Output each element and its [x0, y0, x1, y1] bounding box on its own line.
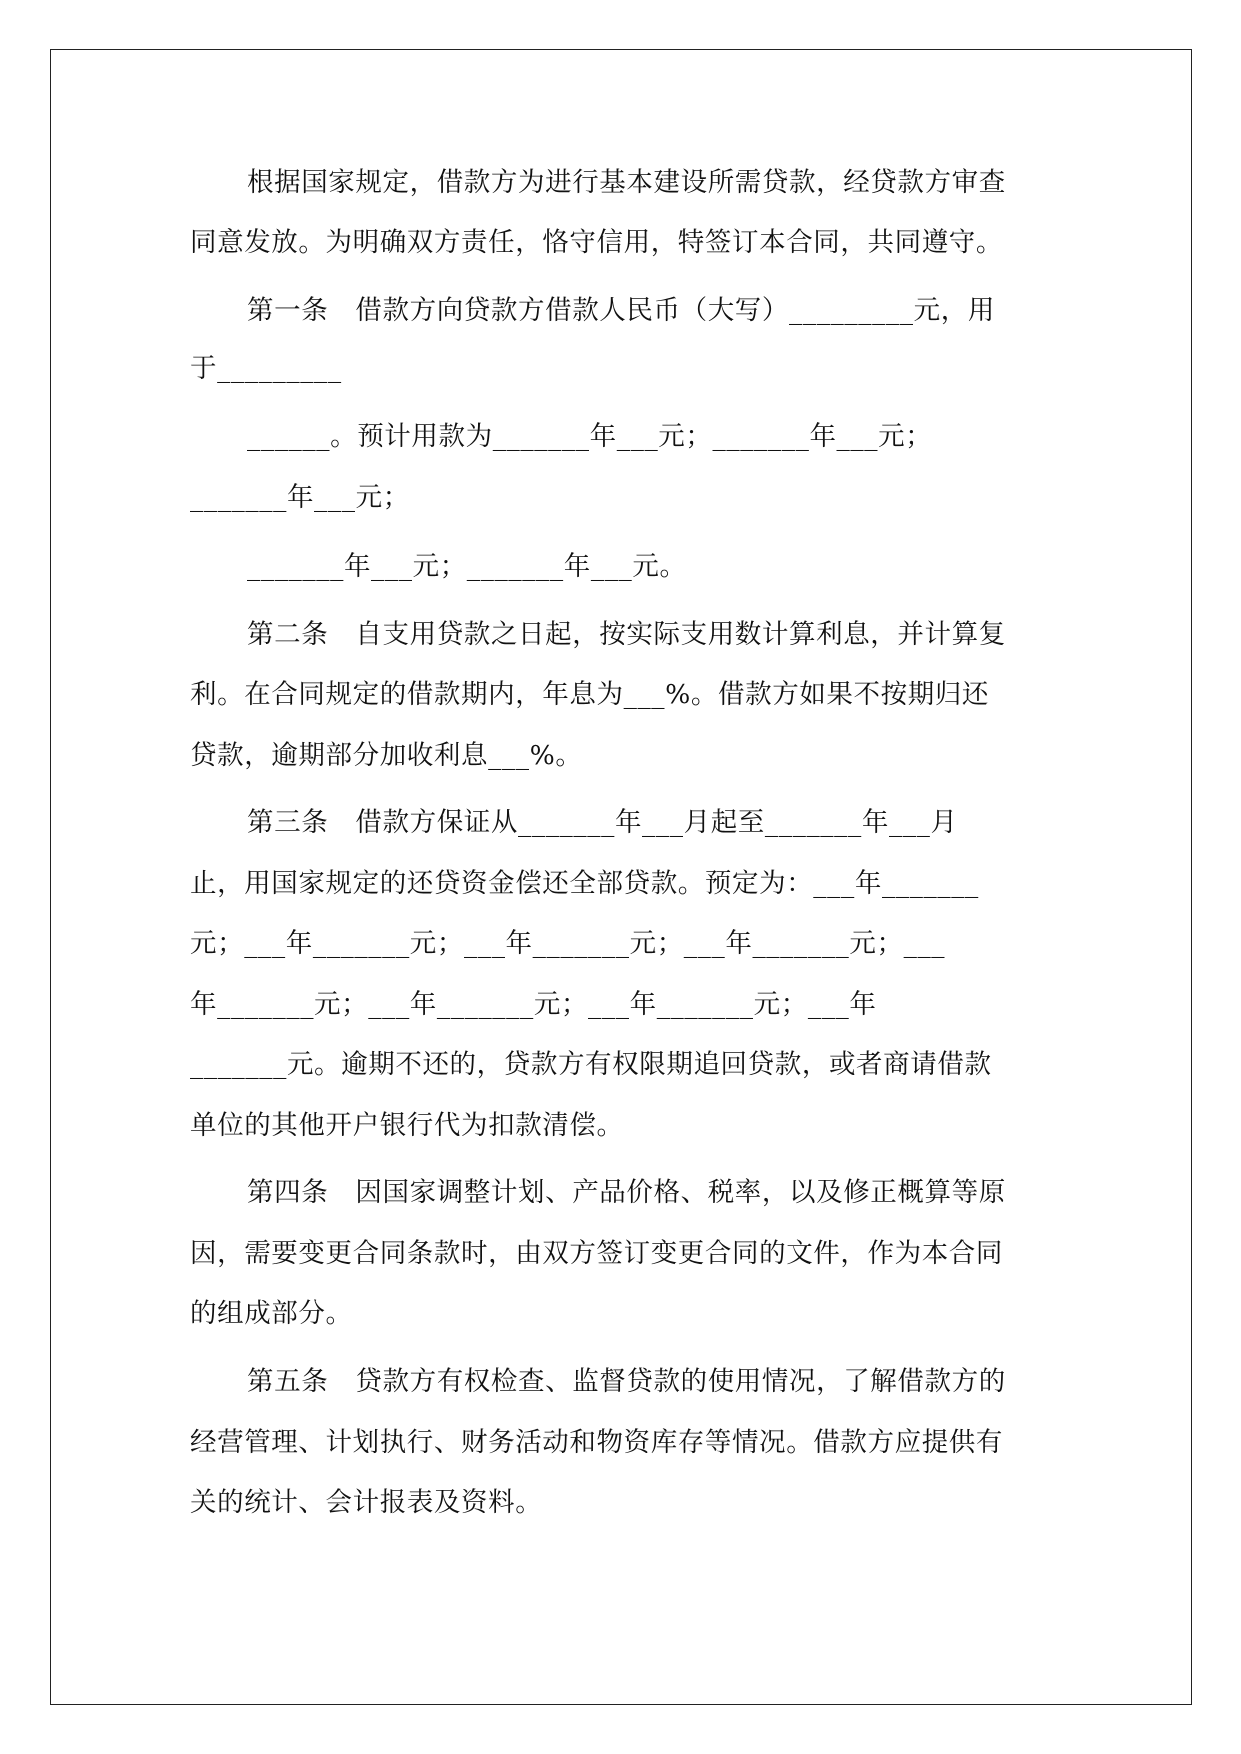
article-4-line-2: 因，需要变更合同条款时，由双方签订变更合同的文件，作为本合同: [190, 1238, 1003, 1269]
article-5-line-2: 经营管理、计划执行、财务活动和物资库存等情况。借款方应提供有: [190, 1427, 1003, 1458]
article-3-line-6: 单位的其他开户银行代为扣款清偿。: [190, 1110, 624, 1141]
article-5-line-1: 第五条 贷款方有权检查、监督贷款的使用情况，了解借款方的: [247, 1366, 1006, 1397]
article-3-line-5: _______元。逾期不还的，贷款方有权限期追回贷款，或者商请借款: [190, 1049, 992, 1080]
preamble-line-1: 根据国家规定，借款方为进行基本建设所需贷款，经贷款方审查: [247, 167, 1006, 198]
article-3-line-2: 止，用国家规定的还贷资金偿还全部贷款。预定为：___年_______: [190, 868, 979, 899]
article-3-line-4: 年_______元；___年_______元；___年_______元；___年: [190, 989, 877, 1020]
article-1-line-2: 于_________: [190, 353, 342, 384]
preamble-line-2: 同意发放。为明确双方责任，恪守信用，特签订本合同，共同遵守。: [190, 227, 1003, 258]
article-1-line-3: ______。预计用款为_______年___元；_______年___元；: [247, 421, 933, 452]
article-1-line-4: _______年___元；: [190, 482, 410, 513]
article-4-line-3: 的组成部分。: [190, 1298, 353, 1329]
article-1-line-5: _______年___元；_______年___元。: [247, 551, 687, 582]
article-4-line-1: 第四条 因国家调整计划、产品价格、税率，以及修正概算等原: [247, 1177, 1006, 1208]
article-2-line-3: 贷款，逾期部分加收利息___%。: [190, 740, 583, 771]
article-3-line-1: 第三条 借款方保证从_______年___月起至_______年___月: [247, 807, 958, 838]
article-3-line-3: 元；___年_______元；___年_______元；___年_______元；___: [190, 928, 946, 959]
article-2-line-1: 第二条 自支用贷款之日起，按实际支用数计算利息，并计算复: [247, 619, 1006, 650]
article-1-line-1: 第一条 借款方向贷款方借款人民币（大写）_________元，用: [247, 295, 995, 326]
article-2-line-2: 利。在合同规定的借款期内，年息为___%。借款方如果不按期归还: [190, 679, 990, 710]
article-5-line-3: 关的统计、会计报表及资料。: [190, 1487, 543, 1518]
